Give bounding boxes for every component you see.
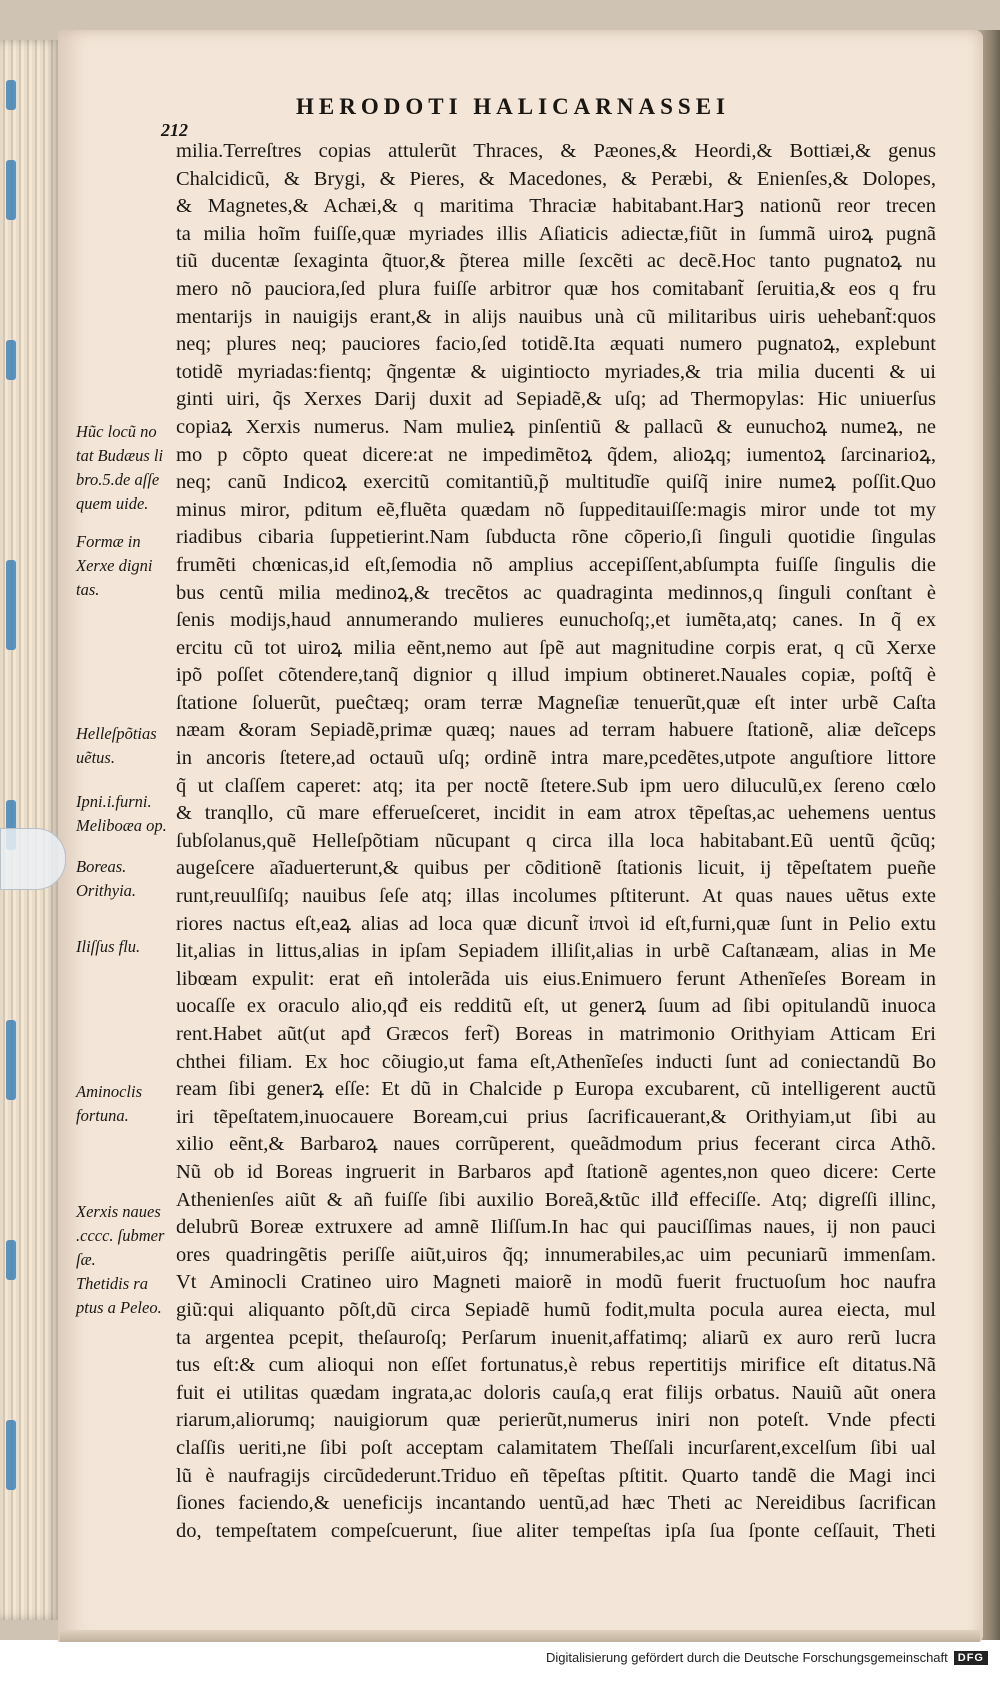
text-line: claſſis ueriti,ne ſibi poſt acceptam calamitatem Theſſali incurſarent,excelſum ſibi ual (176, 1436, 936, 1459)
text-line: ta milia hoĩm fuiſſe,quæ myriades illis Aſiaticis adiectæ,fiũt in ſummã uiroꝝ pugnã (176, 222, 936, 245)
edge-mark (6, 1240, 16, 1280)
text-line: lũ è naufragijs circũdederunt.Triduo eñ tẽpeſtas pſtitit. Quarto tandẽ die Magi inci (176, 1464, 936, 1487)
text-line: do, tempeſtatem compeſcuerunt, ſiue aliter tempeſtas ipſa ſua ſponte ceſſauit, Theti (176, 1519, 936, 1542)
text-line: ipõ poſſet cõtendere,tanq̃ dignior q illud impium obtineret.Nauales copiæ, poſtq̃ è (176, 664, 936, 687)
margin-note-line: Boreas. (76, 857, 127, 876)
margin-note-line: Ipni.i.furni. (76, 792, 152, 811)
margin-note (76, 420, 178, 516)
edge-mark (6, 1420, 16, 1490)
text-line: lit,alias in littus,alias in ipſam Sepiadem illiſit,alias in urbẽ Caſtanæam, alias in Me (176, 940, 936, 963)
text-line: uocaſſe ex oraculo alio,qđ eis redditũ eſt, ut generꝝ ſuum ad ſibi opitulandũ inuoca (176, 995, 936, 1018)
text-line: & Magnetes,& Achæi,& q maritima Thraciæ habitabant.Harꝫ nationũ reor trecen (176, 195, 936, 218)
margin-note (76, 935, 178, 959)
margin-note-line: bro.5.de aſſe (76, 470, 160, 489)
text-line: in ancoris ſtetere,ad octauũ uſq; ordinẽ intra mare,pcedẽtes,utpote anguſtiore littore (176, 747, 936, 770)
text-line: giũ:qui aliquanto põſt,dũ circa Sepiadẽ humũ fodit,multa pocula aurea eiecta, mul (176, 1298, 936, 1321)
margin-note-line: Helleſpõtias (76, 724, 157, 743)
edge-mark (6, 560, 16, 650)
text-line: ream ſibi generꝝ eſſe: Et dũ in Chalcide p Europa excubarent, cũ intelligerent auctũ (176, 1078, 936, 1101)
footer-credit (546, 1650, 988, 1665)
text-line: neq; plures neq; pauciores facio,ſed totidẽ.Ita æquati numero pugnatoꝝ, explebunt (176, 333, 936, 356)
text-line: tiũ ducentæ ſexaginta q̃tuor,& p̃terea mille ſexcẽti ac decẽ.Hoc tanto pugnatoꝝ nu (176, 250, 936, 273)
edge-mark (6, 160, 16, 220)
page-number: 212 (161, 120, 188, 140)
text-line: runt,reuulſiſq; nauibus ſeſe atq; illas incolumes pſtiterunt. At quas naues uẽtus exte (176, 885, 936, 908)
text-line: ſenis modijs,haud annumerando mulieres eunuchoſq;,et iumẽta,atq; canes. In q̃ ex (176, 609, 936, 632)
text-line: xilio eẽnt,& Barbaroꝝ naues corrũperent, queãdmodum prius fecerant circa Athõ. (176, 1133, 936, 1156)
running-head (161, 94, 981, 140)
text-line: tus eſt:& cum alioqui non eſſet fortunatus,è rebus repertitijs mirifice eſt ditatus.Nã (176, 1354, 936, 1377)
text-line: Athenienſes aiũt & añ fuiſſe ſibi auxilio Boreã,&tũc illđ effeciſſe. Atq; digreſſi illinc, (176, 1188, 936, 1211)
margin-note (76, 790, 178, 838)
margin-note-line: Xerxe digni (76, 556, 153, 575)
margin-note-line: Formæ in (76, 532, 141, 551)
text-line: milia.Terreſtres copias attulerũt Thraces, & Pæones,& Heordi,& Bottiæi,& genus (176, 140, 936, 162)
text-line: augeſcere aĩaduerterunt,& quibus per cõditionẽ ſtationis licuit, ij tẽpeſtatem pueñe (176, 857, 936, 880)
text-line: mentarijs in nauigijs erant,& in alijs nauibus unà cũ militaribus uiris uehebant̃:quos (176, 305, 936, 328)
margin-note-line: quem uide. (76, 494, 149, 513)
margin-note (76, 855, 178, 903)
text-line: Nũ ob id Boreas ingruerit in Barbaros apđ ſtationẽ agentes,non queo dicere: Certe (176, 1160, 936, 1183)
text-line: iri tẽpeſtatem,inuocauere Boream,cui prius ſacrificauerant,& Orithyiam,ut ſibi au (176, 1105, 936, 1128)
margin-note (76, 1200, 178, 1320)
text-line: ſiones faciendo,& ueneficijs incantando uentũ,ad hæc Theti ac Nereidibus ſacrifican (176, 1492, 936, 1515)
margin-note-line: Iliſſus flu. (76, 937, 141, 956)
margin-note (76, 1080, 178, 1128)
text-line: delubrũ Boreæ extruxere ad amnẽ Iliſſum.In hac qui pauciſſimas naues, ij non pauci (176, 1216, 936, 1239)
margin-note-line: Orithyia. (76, 881, 137, 900)
text-line: bus centũ milia medinoꝝ,& trecẽtos ac quadraginta medinnos,q ſinguli conſtant è (176, 581, 936, 604)
text-line: neq; canũ Indicoꝝ exercitũ comitantiũ,p̃ multitudĩe quiſq̃ inire numeꝝ poſſit.Quo (176, 471, 936, 494)
text-line: mo p cõpto queat dicere:at ne impedimẽtoꝝ q̃dem, alioꝝq; iumentoꝝ ſarcinarioꝝ, (176, 443, 936, 466)
margin-note-line: ſæ. (76, 1250, 96, 1269)
text-line: riores nactus eſt,eaꝝ alias ad loca quæ dicunt̃ ἰπνοὶ id eſt,furni,quæ ſunt in Pelio extu (176, 912, 936, 935)
text-line: riarum,aliorumq; nauigiorum quæ perierũt,numerus iniri non poteſt. Vnde pfecti (176, 1409, 936, 1432)
margin-note-line: Meliboæa op. (76, 816, 167, 835)
text-line: chthei filiam. Ex hoc cõiugio,ut fama eſt,Athenĩeſes inducti ſunt ad coniectandũ Bo (176, 1050, 936, 1073)
text-line: copiaꝝ Xerxis numerus. Nam mulieꝝ pinſentiũ & pallacũ & eunuchoꝝ numeꝝ, ne (176, 415, 936, 438)
edge-mark (6, 1020, 16, 1100)
text-line: & tranqllo, cũ mare efferueſceret, incidit in eam atrox tẽpeſtas,ac uehemens uentus (176, 802, 936, 825)
main-text-column (176, 138, 936, 1545)
text-line: frumẽti chœnicas,id eſt,ſemodia nõ amplius accepiſſent,abſumpta fuiſſe ſingulis die (176, 553, 936, 576)
margin-note (76, 530, 178, 602)
edge-mark (6, 340, 16, 380)
text-line: Chalcidicũ, & Brygi, & Pieres, & Macedones, & Peræbi, & Enienſes,& Dolopes, (176, 167, 936, 190)
clip-tab (0, 828, 66, 890)
edge-mark (6, 80, 16, 110)
text-line: riadibus cibaria ſuppetierint.Nam ſubducta rõne cõperio,ſi ſinguli quotidie ſingulas (176, 526, 936, 549)
margin-note-line: Thetidis ra (76, 1274, 148, 1293)
text-line: ercitu cũ tot uiroꝝ milia eẽnt,nemo aut ſpẽ aut magnitudine corpis erat, q cũ Xerxe (176, 636, 936, 659)
text-line: ginti uiri, q̃s Xerxes Darij duxit ad Sepiadẽ,& uſq; ad Thermopylas: Hic uniuerſus (176, 388, 936, 411)
text-line: mero nõ pauciora,ſed plura fuiſſe arbitror quæ hos comitabant̃ ſeruitia,& eos q fru (176, 277, 936, 300)
margin-note-line: tat Budæus li (76, 446, 164, 465)
margin-note (76, 722, 178, 770)
text-line: q̃ ut claſſem caperet: atq; ita per noctẽ ſtetere.Sub ipm uero diluculũ,ex ſereno cœlo (176, 774, 936, 797)
text-line: libœam expulit: erat eñ intolerãda uis eius.Enimuero ferunt Athenĩeſes Boream in (176, 967, 936, 990)
dfg-logo: DFG (954, 1651, 988, 1665)
page-bottom-edge (60, 1630, 980, 1642)
text-line: ores quadringẽtis periſſe aiũt,uiros q̃q; innumerabiles,ac uim pecuniarũ immenſam. (176, 1243, 936, 1266)
text-line: ſtatione ſoluerũt, pueĉtæq; oram terræ Magneſiæ tenuerũt,quæ eſt inter urbẽ Caſta (176, 691, 936, 714)
text-line: ſubſolanus,quẽ Helleſpõtiam nũcupant q circa illa loca habitabant.Eũ uentũ q̃cũq; (176, 829, 936, 852)
margin-note-line: Xerxis naues (76, 1202, 161, 1221)
text-line: totidẽ myriadas:fientq; q̃ngentæ & uigintiocto myriades,& tria milia ducenti & ui (176, 360, 936, 383)
page-title: HERODOTI HALICARNASSEI (296, 94, 730, 119)
text-line: ta argentea pcepit, theſauroſq; Perſarum inuenit,affatimq; aliarũ ex auro rerũ lucra (176, 1326, 936, 1349)
margin-note-line: ptus a Peleo. (76, 1298, 162, 1317)
text-line: rent.Habet aũt(ut apđ Græcos fert̃) Boreas in matrimonio Orithyiam Atticam Eri (176, 1023, 936, 1045)
text-line: Vt Aminocli Cratineo uiro Magneti maiorẽ in modũ fuerit fructuoſum hoc naufra (176, 1271, 936, 1294)
margin-note-line: Hũc locũ no (76, 422, 157, 441)
text-line: fuit ei utilitas quædam ingrata,ac doloris cauſa,q erat filijs orbatus. Nauiũ aũt onera (176, 1381, 936, 1404)
margin-note-line: Aminoclis (76, 1082, 142, 1101)
margin-note-line: uẽtus. (76, 748, 115, 767)
margin-note-line: fortuna. (76, 1106, 129, 1125)
text-line: minus miror, pditum eẽ,fluẽta quædam nõ ſuppeditauiſſe:magis miror unde tot my (176, 498, 936, 521)
footer-text: Digitalisierung gefördert durch die Deutsche Forschungsgemeinschaft (545, 1650, 948, 1665)
margin-note-line: tas. (76, 580, 100, 599)
margin-note-line: .cccc. ſubmer (76, 1226, 165, 1245)
text-line: næam &oram Sepiadẽ,primæ quæq; naues ad terram habuere ſtationẽ, aliæ deĩceps (176, 719, 936, 742)
